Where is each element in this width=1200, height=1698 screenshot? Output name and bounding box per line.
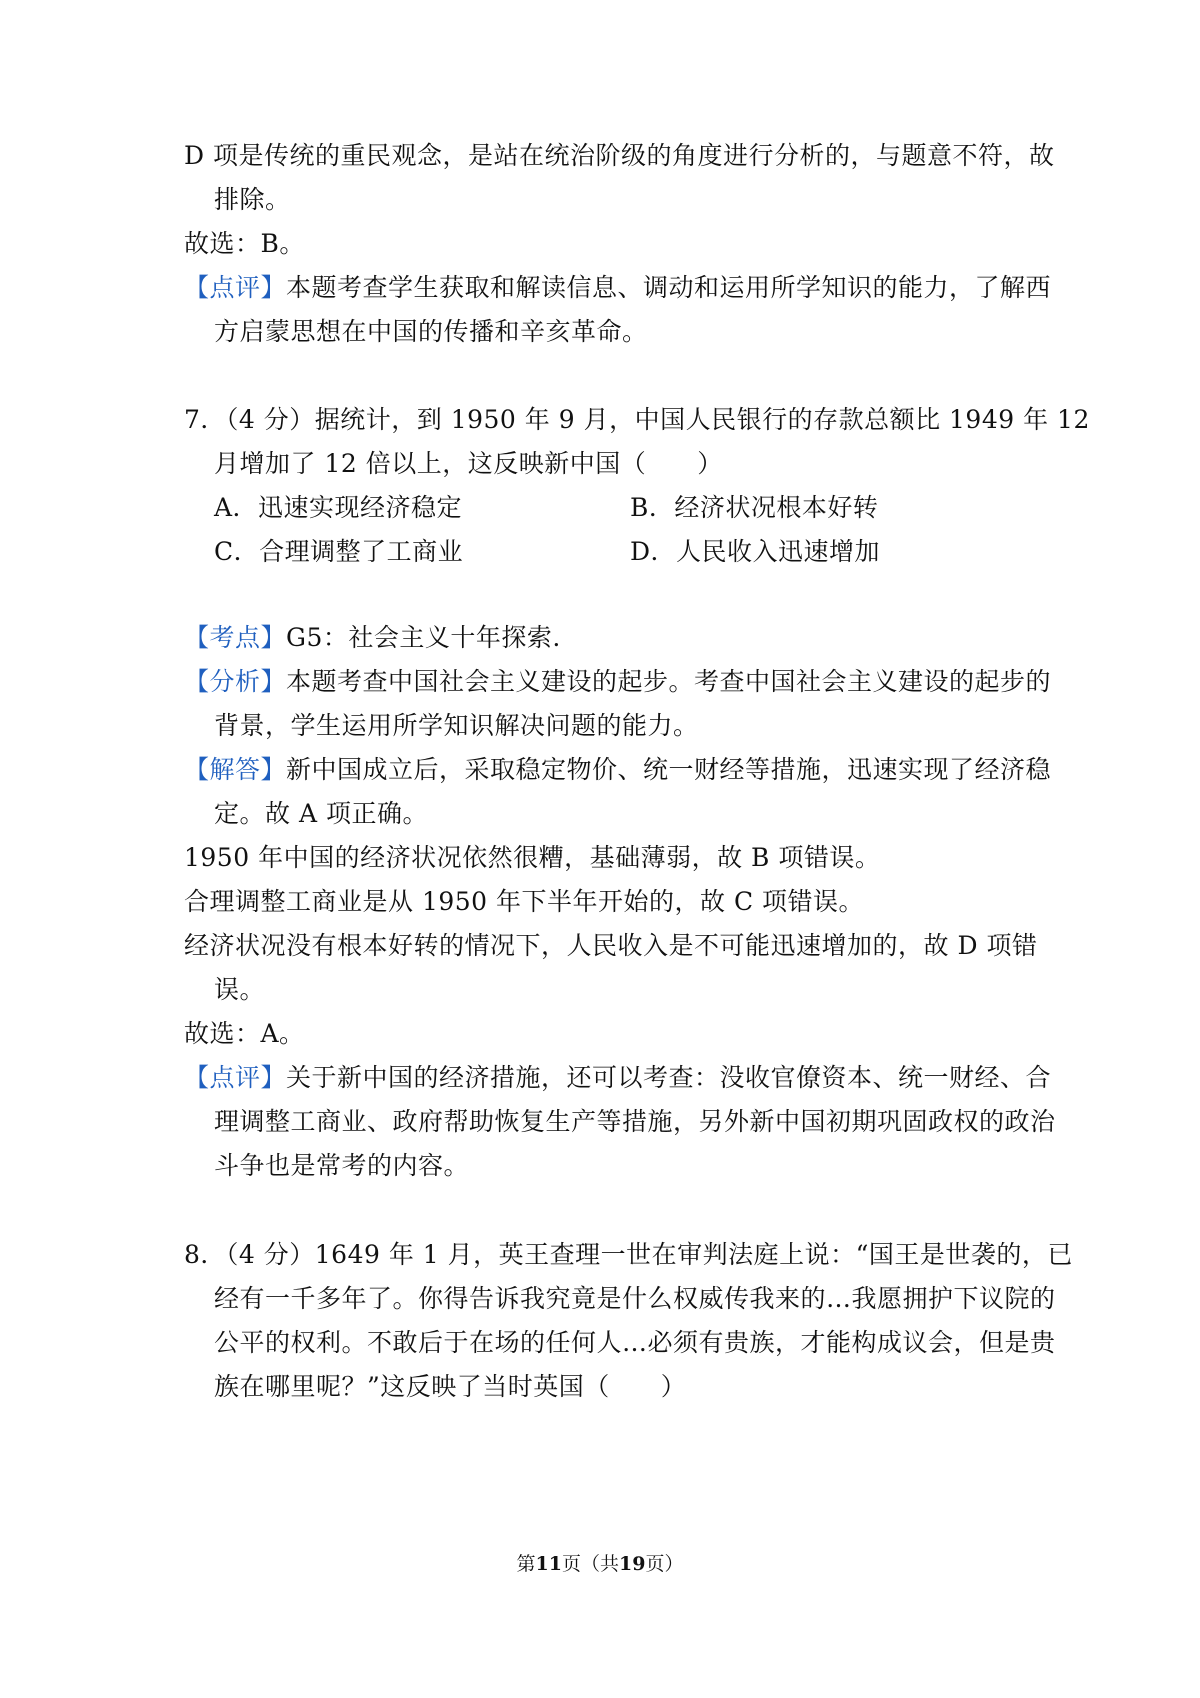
jieda-tag: 【解答】 xyxy=(184,755,287,784)
q7-option-b: B．经济状况根本好转 xyxy=(630,493,879,522)
fenxi-line1: 本题考查中国社会主义建设的起步。考查中国社会主义建设的起步的 xyxy=(286,667,1052,696)
footer-page-number: 11 xyxy=(535,1553,562,1575)
fenxi-tag: 【分析】 xyxy=(184,667,287,696)
footer-middle: 页（共 xyxy=(561,1553,619,1575)
q7-review-line3: 斗争也是常考的内容。 xyxy=(214,1151,470,1180)
q7-b-note: 1950 年中国的经济状况依然很糟，基础薄弱，故 B 项错误。 xyxy=(184,843,881,872)
q7-d-note-line2: 误。 xyxy=(214,975,266,1004)
footer-suffix: 页） xyxy=(645,1553,684,1575)
q7-d-note-line1: 经济状况没有根本好转的情况下，人民收入是不可能迅速增加的，故 D 项错 xyxy=(184,931,1038,960)
q7-review-line2: 理调整工商业、政府帮助恢复生产等措施，另外新中国初期巩固政权的政治 xyxy=(214,1107,1056,1136)
kaodian-tag: 【考点】 xyxy=(184,623,287,652)
q7-stem-line1: 7．（4 分）据统计，到 1950 年 9 月，中国人民银行的存款总额比 1949 年 12 xyxy=(184,405,1090,434)
q8-stem-line1: 8．（4 分）1649 年 1 月，英王查理一世在审判法庭上说：“国王是世袭的，已 xyxy=(184,1240,1073,1269)
q7-jieda xyxy=(184,752,1052,788)
q7-choice: 故选：A。 xyxy=(184,1019,305,1048)
q8-stem-line3: 公平的权利。不敢后于在场的任何人…必须有贵族，才能构成议会，但是贵 xyxy=(214,1328,1056,1357)
q7-jieda-line2: 定。故 A 项正确。 xyxy=(214,799,428,828)
q8-stem-line4: 族在哪里呢？”这反映了当时英国（ ） xyxy=(214,1372,687,1401)
prev-review-line1: 本题考查学生获取和解读信息、调动和运用所学知识的能力，了解西 xyxy=(286,273,1052,302)
page-footer xyxy=(0,1551,1200,1577)
prev-d-item-line1: D 项是传统的重民观念，是站在统治阶级的角度进行分析的，与题意不符，故 xyxy=(184,141,1055,170)
q7-kaodian xyxy=(184,620,1030,656)
footer-prefix: 第 xyxy=(516,1553,536,1575)
q7-stem-line2: 月增加了 12 倍以上，这反映新中国（ ） xyxy=(214,449,723,478)
q7-review-line1: 关于新中国的经济措施，还可以考查：没收官僚资本、统一财经、合 xyxy=(286,1063,1052,1092)
prev-d-item-line2: 排除。 xyxy=(214,185,291,214)
q7-option-d: D．人民收入迅速增加 xyxy=(630,537,881,566)
kaodian-text: G5：社会主义十年探索. xyxy=(286,623,561,652)
footer-total-pages: 19 xyxy=(619,1553,646,1575)
q7-c-note: 合理调整工商业是从 1950 年下半年开始的，故 C 项错误。 xyxy=(184,887,865,916)
q7-fenxi xyxy=(184,664,1052,700)
q7-option-c: C．合理调整了工商业 xyxy=(214,537,464,566)
review-tag: 【点评】 xyxy=(184,273,287,302)
q8-stem-line2: 经有一千多年了。你得告诉我究竟是什么权威传我来的…我愿拥护下议院的 xyxy=(214,1284,1056,1313)
q7-review xyxy=(184,1060,1052,1096)
prev-review-line2: 方启蒙思想在中国的传播和辛亥革命。 xyxy=(214,317,648,346)
prev-choice: 故选：B。 xyxy=(184,229,305,258)
q7-fenxi-line2: 背景，学生运用所学知识解决问题的能力。 xyxy=(214,711,699,740)
review-tag: 【点评】 xyxy=(184,1063,287,1092)
q7-option-a: A．迅速实现经济稳定 xyxy=(214,493,463,522)
prev-review xyxy=(184,270,1052,306)
jieda-line1: 新中国成立后，采取稳定物价、统一财经等措施，迅速实现了经济稳 xyxy=(286,755,1052,784)
